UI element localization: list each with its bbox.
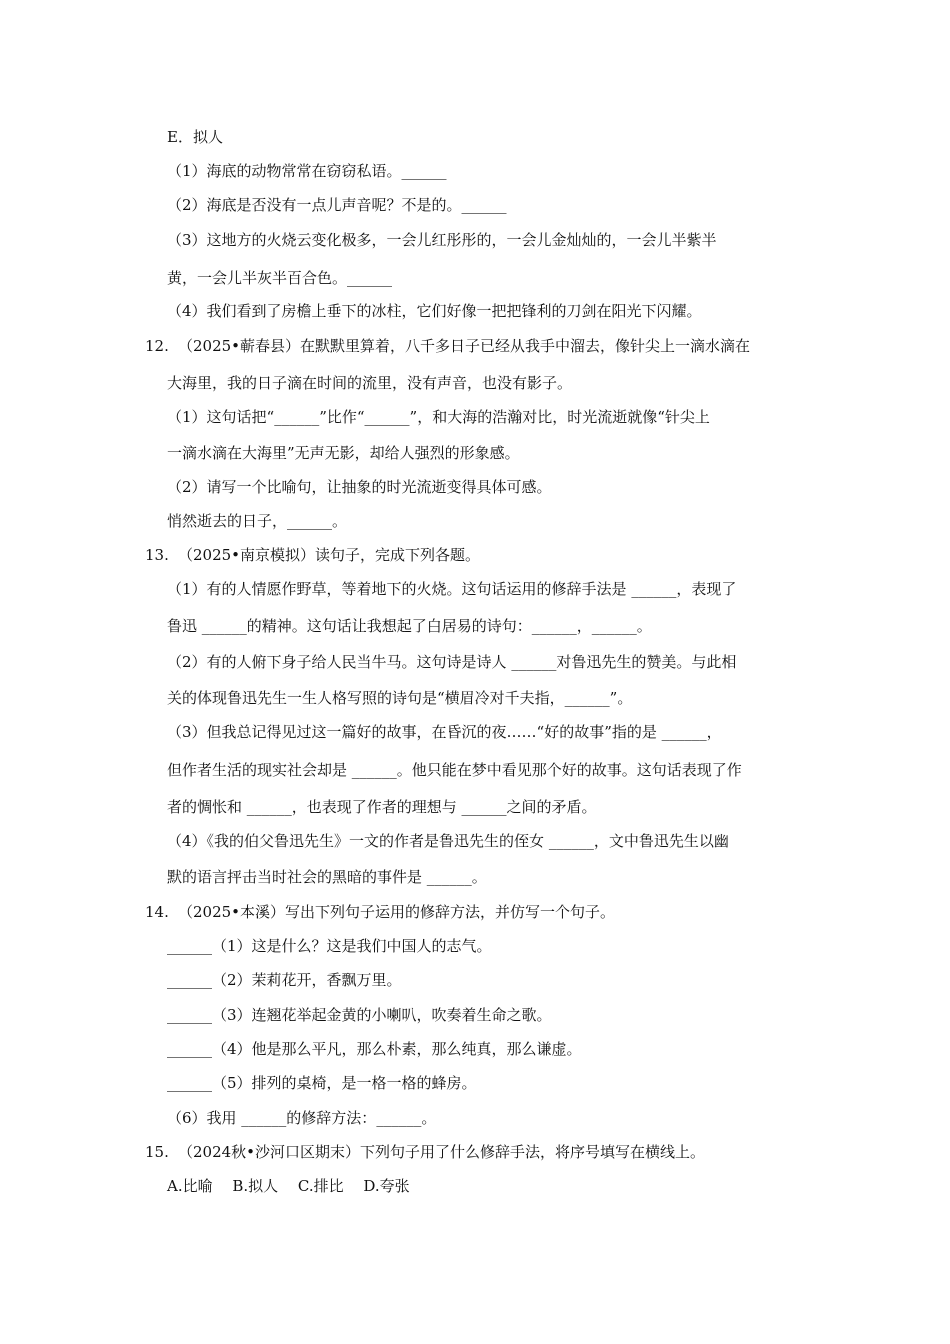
- q13-item-1: （1）有的人情愿作野草，等着地下的火烧。这句话运用的修辞手法是 ______，表现了: [167, 580, 737, 598]
- q13-item-3: （3）但我总记得见过这一篇好的故事，在昏沉的夜……“好的故事”指的是 ______，: [167, 723, 722, 741]
- q12-stem: （2025•蕲春县）在默默里算着，八千多日子已经从我手中溜去，像针尖上一滴水滴在: [178, 337, 751, 355]
- q13-item-3-cont-2: 者的惆怅和 ______，也表现了作者的理想与 ______之间的矛盾。: [167, 798, 597, 816]
- q15-options: A.比喻 B.拟人 C.排比 D.夸张: [167, 1177, 410, 1195]
- q11-item-3-cont: 黄，一会儿半灰半百合色。______: [167, 269, 393, 287]
- q15-stem: （2024秋•沙河口区期末）下列句子用了什么修辞手法，将序号填写在横线上。: [178, 1143, 706, 1161]
- q12-item-1-cont: 一滴水滴在大海里”无声无影，却给人强烈的形象感。: [167, 444, 520, 462]
- q11-item-2: （2）海底是否没有一点儿声音呢？不是的。______: [167, 196, 507, 214]
- q12-item-1: （1）这句话把“______”比作“______”，和大海的浩瀚对比，时光流逝就像“针尖上: [167, 408, 710, 426]
- q11-item-1: （1）海底的动物常常在窃窃私语。______: [167, 162, 447, 180]
- q14-item-3: ______（3）连翘花举起金黄的小喇叭，吹奏着生命之歌。: [167, 1006, 552, 1024]
- q11-item-4: （4）我们看到了房檐上垂下的冰柱，它们好像一把把锋利的刀剑在阳光下闪耀。: [167, 302, 702, 320]
- q13-item-2: （2）有的人俯下身子给人民当牛马。这句诗是诗人 ______对鲁迅先生的赞美。与此相: [167, 653, 737, 671]
- q12-answer-line: 悄然逝去的日子，______。: [167, 512, 348, 530]
- q13-item-4-cont: 默的语言抨击当时社会的黑暗的事件是 ______。: [167, 868, 487, 886]
- q11-item-3: （3）这地方的火烧云变化极多，一会儿红彤彤的，一会儿金灿灿的，一会儿半紫半: [167, 231, 717, 249]
- option-e: E．拟人: [167, 128, 223, 146]
- q13-item-3-cont-1: 但作者生活的现实社会却是 ______。他只能在梦中看见那个好的故事。这句话表现了作: [167, 761, 742, 779]
- q12-stem-cont: 大海里，我的日子滴在时间的流里，没有声音，也没有影子。: [167, 374, 573, 392]
- q14-item-5: ______（5）排列的桌椅，是一格一格的蜂房。: [167, 1074, 477, 1092]
- q14-item-2: ______（2）茉莉花开，香飘万里。: [167, 971, 402, 989]
- q13-item-1-cont: 鲁迅 ______的精神。这句话让我想起了白居易的诗句：______，______。: [167, 617, 652, 635]
- q14-item-6: （6）我用 ______的修辞方法：______。: [167, 1109, 437, 1127]
- q12-number: 12.: [145, 337, 169, 355]
- q13-item-4: （4）《我的伯父鲁迅先生》一文的作者是鲁迅先生的侄女 ______，文中鲁迅先生以幽: [167, 832, 729, 850]
- q13-stem: （2025•南京模拟）读句子，完成下列各题。: [178, 546, 481, 564]
- q15-number: 15.: [145, 1143, 169, 1161]
- q14-stem: （2025•本溪）写出下列句子运用的修辞方法，并仿写一个句子。: [178, 903, 616, 921]
- q14-number: 14.: [145, 903, 169, 921]
- q13-number: 13.: [145, 546, 169, 564]
- q12-item-2: （2）请写一个比喻句，让抽象的时光流逝变得具体可感。: [167, 478, 552, 496]
- q13-item-2-cont: 关的体现鲁迅先生一生人格写照的诗句是“横眉冷对千夫指，______”。: [167, 689, 633, 707]
- q14-item-1: ______（1）这是什么？这是我们中国人的志气。: [167, 937, 492, 955]
- q14-item-4: ______（4）他是那么平凡，那么朴素，那么纯真，那么谦虚。: [167, 1040, 582, 1058]
